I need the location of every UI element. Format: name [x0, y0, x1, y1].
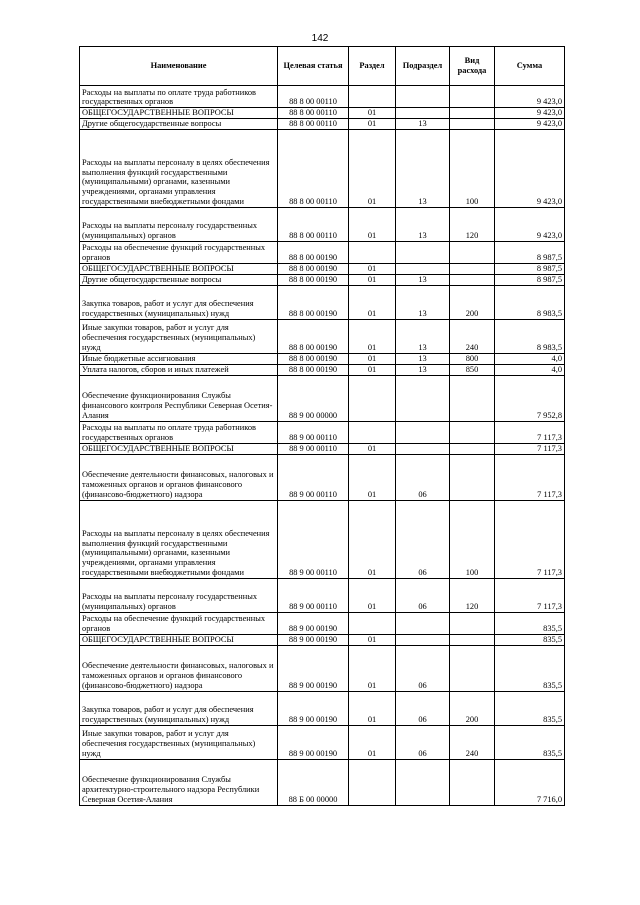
row-name: Обеспечение функционирования Службы архитектурно-строительного надзора Республики Северная Осетия-Алания — [80, 759, 278, 805]
table-row — [80, 263, 565, 274]
row-sum: 835,5 — [495, 612, 565, 634]
row-subsection — [396, 263, 450, 274]
row-section — [349, 612, 396, 634]
row-name: ОБЩЕГОСУДАРСТВЕННЫЕ ВОПРОСЫ — [80, 443, 278, 454]
row-target-article: 88 8 00 00190 — [278, 319, 349, 353]
row-name: ОБЩЕГОСУДАРСТВЕННЫЕ ВОПРОСЫ — [80, 263, 278, 274]
table-row — [80, 421, 565, 443]
row-target-article: 88 9 00 00000 — [278, 375, 349, 421]
row-subsection: 13 — [396, 118, 450, 129]
row-section: 01 — [349, 691, 396, 725]
row-subsection: 13 — [396, 353, 450, 364]
row-expense-type: 800 — [450, 353, 495, 364]
row-sum: 4,0 — [495, 353, 565, 364]
table-row — [80, 108, 565, 119]
row-name: Расходы на обеспечение функций государственных органов — [80, 612, 278, 634]
row-sum: 835,5 — [495, 634, 565, 645]
table-row — [80, 725, 565, 759]
row-subsection: 06 — [396, 645, 450, 691]
row-target-article: 88 9 00 00110 — [278, 421, 349, 443]
row-section: 01 — [349, 274, 396, 285]
row-sum: 8 983,5 — [495, 319, 565, 353]
row-section: 01 — [349, 207, 396, 241]
row-name: Расходы на выплаты персоналу в целях обеспечения выполнения функций государственными (муниципальными) органами, казенными учреждениями, органами управления государственными внебюджетными фондами — [80, 129, 278, 207]
row-name: Расходы на выплаты по оплате труда работников государственных органов — [80, 86, 278, 108]
row-subsection — [396, 108, 450, 119]
row-section — [349, 421, 396, 443]
row-subsection — [396, 612, 450, 634]
table-row — [80, 454, 565, 500]
row-section: 01 — [349, 118, 396, 129]
header-expense-type: Вид расхода — [450, 47, 495, 86]
row-expense-type — [450, 375, 495, 421]
row-section — [349, 241, 396, 263]
row-name: Другие общегосударственные вопросы — [80, 274, 278, 285]
row-name: Расходы на выплаты по оплате труда работников государственных органов — [80, 421, 278, 443]
row-expense-type — [450, 118, 495, 129]
table-row — [80, 285, 565, 319]
row-target-article: 88 8 00 00110 — [278, 86, 349, 108]
row-name: Иные закупки товаров, работ и услуг для обеспечения государственных (муниципальных) нужд — [80, 319, 278, 353]
row-target-article: 88 9 00 00190 — [278, 645, 349, 691]
row-section — [349, 759, 396, 805]
row-target-article: 88 9 00 00190 — [278, 612, 349, 634]
row-section: 01 — [349, 454, 396, 500]
table-row — [80, 759, 565, 805]
header-section: Раздел — [349, 47, 396, 86]
table-row — [80, 241, 565, 263]
row-sum: 835,5 — [495, 645, 565, 691]
row-target-article: 88 9 00 00190 — [278, 725, 349, 759]
row-subsection — [396, 443, 450, 454]
row-expense-type — [450, 454, 495, 500]
row-expense-type: 200 — [450, 285, 495, 319]
row-sum: 8 983,5 — [495, 285, 565, 319]
row-expense-type — [450, 759, 495, 805]
row-sum: 7 117,3 — [495, 578, 565, 612]
row-name: ОБЩЕГОСУДАРСТВЕННЫЕ ВОПРОСЫ — [80, 634, 278, 645]
row-expense-type: 200 — [450, 691, 495, 725]
row-name: Иные бюджетные ассигнования — [80, 353, 278, 364]
row-name: Обеспечение деятельности финансовых, налоговых и таможенных органов и органов финансового (финансово-бюджетного) надзора — [80, 645, 278, 691]
row-sum: 9 423,0 — [495, 118, 565, 129]
row-subsection: 06 — [396, 691, 450, 725]
page-number: 142 — [311, 33, 329, 44]
table-row — [80, 207, 565, 241]
row-sum: 9 423,0 — [495, 86, 565, 108]
row-target-article: 88 8 00 00190 — [278, 285, 349, 319]
row-expense-type — [450, 612, 495, 634]
row-subsection: 13 — [396, 207, 450, 241]
row-target-article: 88 9 00 00110 — [278, 578, 349, 612]
header-subsection: Подраздел — [396, 47, 450, 86]
row-sum: 7 117,3 — [495, 454, 565, 500]
table-row — [80, 86, 565, 108]
row-target-article: 88 8 00 00110 — [278, 207, 349, 241]
header-sum: Сумма — [495, 47, 565, 86]
row-expense-type: 100 — [450, 129, 495, 207]
row-name: Расходы на обеспечение функций государственных органов — [80, 241, 278, 263]
row-section: 01 — [349, 578, 396, 612]
row-subsection: 06 — [396, 454, 450, 500]
row-sum: 9 423,0 — [495, 207, 565, 241]
table-row — [80, 274, 565, 285]
row-name: Обеспечение деятельности финансовых, налоговых и таможенных органов и органов финансового (финансово-бюджетного) надзора — [80, 454, 278, 500]
row-sum: 7 952,8 — [495, 375, 565, 421]
table-row — [80, 443, 565, 454]
table-row — [80, 578, 565, 612]
row-sum: 4,0 — [495, 364, 565, 375]
row-sum: 8 987,5 — [495, 274, 565, 285]
row-name: Расходы на выплаты персоналу в целях обеспечения выполнения функций государственными (муниципальными) органами, казенными учреждениями, органами управления государственными внебюджетными фондами — [80, 500, 278, 578]
row-subsection: 13 — [396, 129, 450, 207]
row-subsection — [396, 375, 450, 421]
row-target-article: 88 8 00 00190 — [278, 364, 349, 375]
row-subsection — [396, 634, 450, 645]
table-row — [80, 319, 565, 353]
row-section: 01 — [349, 129, 396, 207]
row-sum: 7 716,0 — [495, 759, 565, 805]
row-target-article: 88 8 00 00110 — [278, 108, 349, 119]
row-expense-type: 100 — [450, 500, 495, 578]
row-expense-type — [450, 634, 495, 645]
row-expense-type — [450, 443, 495, 454]
row-section: 01 — [349, 263, 396, 274]
row-sum: 9 423,0 — [495, 129, 565, 207]
table-row — [80, 364, 565, 375]
table-row — [80, 645, 565, 691]
row-expense-type — [450, 263, 495, 274]
row-target-article: 88 8 00 00190 — [278, 274, 349, 285]
row-expense-type — [450, 108, 495, 119]
row-subsection — [396, 241, 450, 263]
row-target-article: 88 8 00 00190 — [278, 263, 349, 274]
row-sum: 8 987,5 — [495, 241, 565, 263]
row-section: 01 — [349, 364, 396, 375]
row-name: Обеспечение функционирования Службы финансового контроля Республики Северная Осетия-Алания — [80, 375, 278, 421]
row-target-article: 88 9 00 00190 — [278, 691, 349, 725]
table-row — [80, 691, 565, 725]
row-subsection: 06 — [396, 578, 450, 612]
row-sum: 7 117,3 — [495, 500, 565, 578]
row-sum: 7 117,3 — [495, 421, 565, 443]
row-sum: 835,5 — [495, 691, 565, 725]
row-name: Расходы на выплаты персоналу государственных (муниципальных) органов — [80, 207, 278, 241]
table-row — [80, 353, 565, 364]
table-header-row — [80, 47, 565, 86]
row-section: 01 — [349, 645, 396, 691]
row-name: ОБЩЕГОСУДАРСТВЕННЫЕ ВОПРОСЫ — [80, 108, 278, 119]
row-target-article: 88 Б 00 00000 — [278, 759, 349, 805]
row-sum: 8 987,5 — [495, 263, 565, 274]
row-subsection: 13 — [396, 274, 450, 285]
row-name: Другие общегосударственные вопросы — [80, 118, 278, 129]
row-subsection: 13 — [396, 319, 450, 353]
row-target-article: 88 9 00 00110 — [278, 454, 349, 500]
table-row — [80, 129, 565, 207]
row-expense-type: 240 — [450, 319, 495, 353]
header-target-article: Целевая статья — [278, 47, 349, 86]
row-sum: 9 423,0 — [495, 108, 565, 119]
row-subsection: 13 — [396, 364, 450, 375]
row-name: Иные закупки товаров, работ и услуг для обеспечения государственных (муниципальных) нужд — [80, 725, 278, 759]
row-target-article: 88 9 00 00110 — [278, 443, 349, 454]
row-section — [349, 375, 396, 421]
row-expense-type — [450, 421, 495, 443]
row-expense-type — [450, 274, 495, 285]
row-expense-type: 240 — [450, 725, 495, 759]
row-name: Расходы на выплаты персоналу государственных (муниципальных) органов — [80, 578, 278, 612]
row-section: 01 — [349, 285, 396, 319]
row-sum: 7 117,3 — [495, 443, 565, 454]
row-section: 01 — [349, 500, 396, 578]
row-subsection: 06 — [396, 725, 450, 759]
row-target-article: 88 9 00 00190 — [278, 634, 349, 645]
row-subsection: 06 — [396, 500, 450, 578]
row-section: 01 — [349, 443, 396, 454]
row-expense-type: 120 — [450, 578, 495, 612]
row-section: 01 — [349, 634, 396, 645]
row-section: 01 — [349, 353, 396, 364]
row-subsection — [396, 86, 450, 108]
row-target-article: 88 8 00 00190 — [278, 353, 349, 364]
row-sum: 835,5 — [495, 725, 565, 759]
header-name: Наименование — [80, 47, 278, 86]
row-target-article: 88 8 00 00190 — [278, 241, 349, 263]
table-row — [80, 375, 565, 421]
row-name: Закупка товаров, работ и услуг для обеспечения государственных (муниципальных) нужд — [80, 285, 278, 319]
budget-table — [79, 46, 565, 806]
table-row — [80, 500, 565, 578]
row-subsection — [396, 421, 450, 443]
table-row — [80, 634, 565, 645]
row-expense-type — [450, 645, 495, 691]
row-expense-type: 850 — [450, 364, 495, 375]
row-section: 01 — [349, 725, 396, 759]
row-name: Уплата налогов, сборов и иных платежей — [80, 364, 278, 375]
row-expense-type: 120 — [450, 207, 495, 241]
row-target-article: 88 9 00 00110 — [278, 500, 349, 578]
table-row — [80, 612, 565, 634]
row-section: 01 — [349, 319, 396, 353]
row-expense-type — [450, 86, 495, 108]
row-section: 01 — [349, 108, 396, 119]
row-expense-type — [450, 241, 495, 263]
table-row — [80, 118, 565, 129]
row-section — [349, 86, 396, 108]
row-subsection: 13 — [396, 285, 450, 319]
row-name: Закупка товаров, работ и услуг для обеспечения государственных (муниципальных) нужд — [80, 691, 278, 725]
row-target-article: 88 8 00 00110 — [278, 118, 349, 129]
row-target-article: 88 8 00 00110 — [278, 129, 349, 207]
row-subsection — [396, 759, 450, 805]
